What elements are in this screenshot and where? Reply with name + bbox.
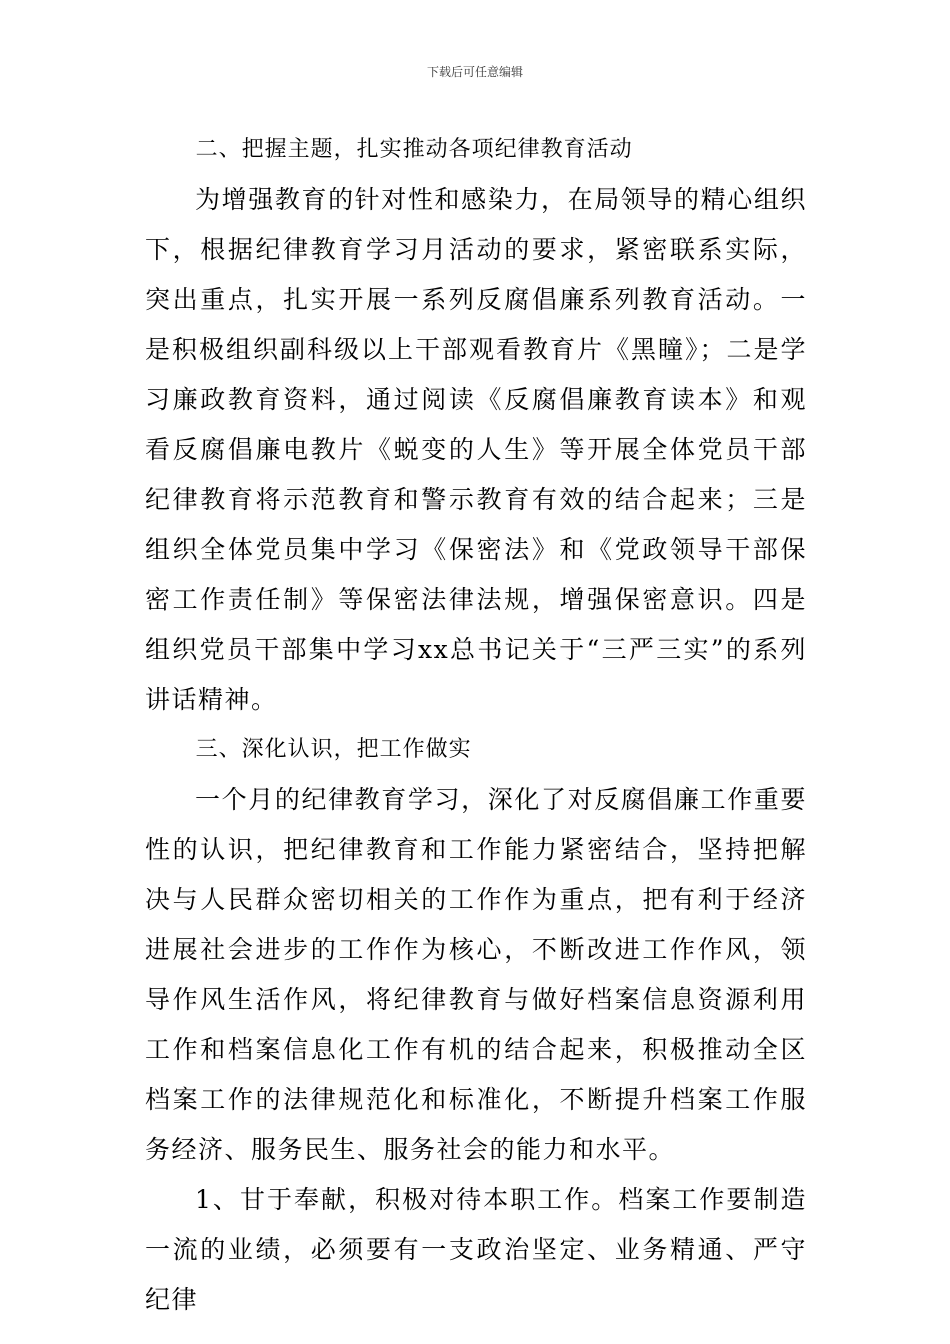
paragraph-1: 为增强教育的针对性和感染力，在局领导的精心组织下，根据纪律教育学习月活动的要求，紧密联系实际，突出重点，扎实开展一系列反腐倡廉系列教育活动。一是积极组织副科级以上干部观看教育片《黑瞳》；二是学习廉政教育资料，通过阅读《反腐倡廉教育读本》和观看反腐倡廉电教片《蜕变的人生》等开展全体党员干部纪律教育将示范教育和警示教育有效的结合起来；三是组织全体党员集中学习《保密法》和《党政领导干部保密工作责任制》等保密法律法规，增强保密意识。四是组织党员干部集中学习xx总书记关于“三严三实”的系列讲话精神。	[145, 185, 807, 714]
section-heading-2: 二、把握主题，扎实推动各项纪律教育活动	[195, 137, 633, 162]
document-body	[145, 125, 807, 1325]
page-header: 下载后可任意编辑	[426, 65, 523, 79]
paragraph-2: 一个月的纪律教育学习，深化了对反腐倡廉工作重要性的认识，把纪律教育和工作能力紧密结合，坚持把解决与人民群众密切相关的工作作为重点，把有利于经济进展社会进步的工作作为核心，不断改进工作作风，领导作风生活作风，将纪律教育与做好档案信息资源利用工作和档案信息化工作有机的结合起来，积极推动全区档案工作的法律规范化和标准化，不断提升档案工作服务经济、服务民生、服务社会的能力和水平。	[145, 785, 807, 1164]
paragraph-3: 1、甘于奉献，积极对待本职工作。档案工作要制造一流的业绩，必须要有一支政治坚定、业务精通、严守纪律	[145, 1185, 807, 1314]
section-heading-3: 三、深化认识，把工作做实	[195, 737, 472, 762]
